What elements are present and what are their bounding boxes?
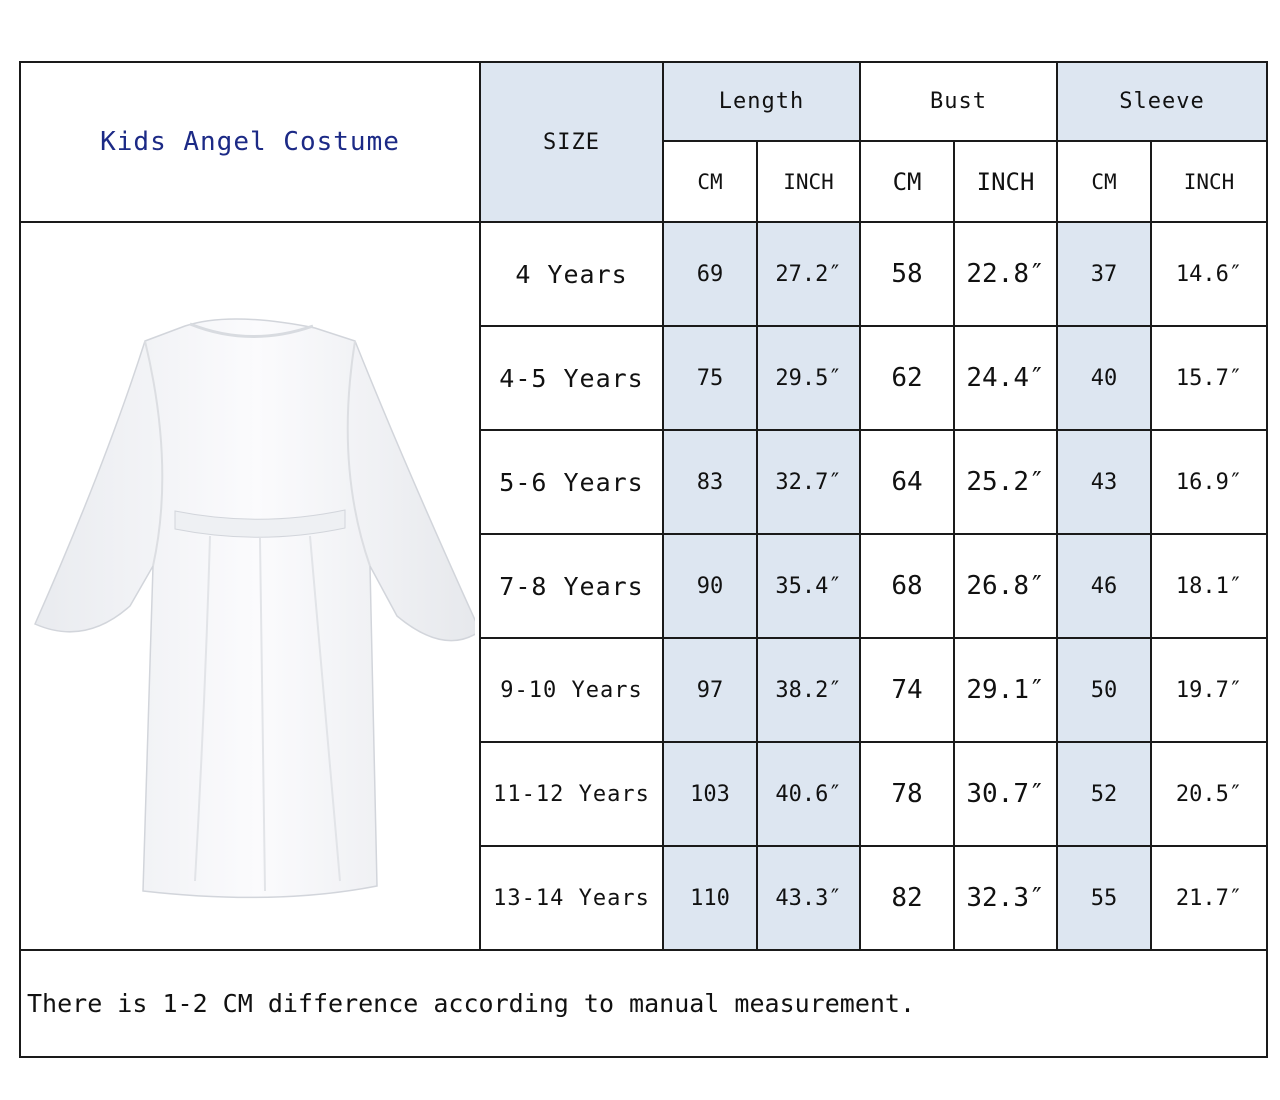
bust-inch-cell: 24.4″	[954, 326, 1057, 430]
length-cm-cell: 97	[663, 638, 757, 742]
sleeve-cm-cell: 37	[1057, 222, 1151, 326]
length-inch-cell: 40.6″	[757, 742, 860, 846]
sleeve-inch-header: INCH	[1151, 141, 1267, 222]
length-inch-cell: 27.2″	[757, 222, 860, 326]
sleeve-cm-cell: 50	[1057, 638, 1151, 742]
length-inch-cell: 43.3″	[757, 846, 860, 950]
sleeve-inch-cell: 15.7″	[1151, 326, 1267, 430]
length-cm-cell: 75	[663, 326, 757, 430]
product-photo-cell	[20, 222, 480, 950]
size-header: SIZE	[480, 62, 663, 222]
length-header: Length	[663, 62, 860, 141]
bust-header: Bust	[860, 62, 1057, 141]
sleeve-inch-cell: 18.1″	[1151, 534, 1267, 638]
sleeve-inch-cell: 16.9″	[1151, 430, 1267, 534]
length-inch-header: INCH	[757, 141, 860, 222]
sleeve-cm-cell: 55	[1057, 846, 1151, 950]
table-row	[20, 222, 1267, 326]
length-cm-cell: 103	[663, 742, 757, 846]
length-cm-cell: 90	[663, 534, 757, 638]
length-cm-header: CM	[663, 141, 757, 222]
bust-inch-cell: 25.2″	[954, 430, 1057, 534]
sleeve-inch-cell: 20.5″	[1151, 742, 1267, 846]
bust-inch-header: INCH	[954, 141, 1057, 222]
header-row-groups	[20, 62, 1267, 141]
size-cell: 11-12 Years	[480, 742, 663, 846]
chart-title: Kids Angel Costume	[20, 62, 480, 222]
length-inch-cell: 38.2″	[757, 638, 860, 742]
sleeve-cm-cell: 40	[1057, 326, 1151, 430]
length-cm-cell: 83	[663, 430, 757, 534]
size-cell: 7-8 Years	[480, 534, 663, 638]
length-inch-cell: 32.7″	[757, 430, 860, 534]
measurement-note: There is 1-2 CM difference according to manual measurement.	[20, 950, 1267, 1057]
sleeve-inch-cell: 19.7″	[1151, 638, 1267, 742]
sleeve-cm-cell: 46	[1057, 534, 1151, 638]
sleeve-inch-cell: 14.6″	[1151, 222, 1267, 326]
bust-inch-cell: 32.3″	[954, 846, 1057, 950]
bust-cm-cell: 78	[860, 742, 954, 846]
length-inch-cell: 29.5″	[757, 326, 860, 430]
bust-cm-cell: 58	[860, 222, 954, 326]
bust-inch-cell: 22.8″	[954, 222, 1057, 326]
bust-cm-cell: 68	[860, 534, 954, 638]
note-row	[20, 950, 1267, 1057]
size-cell: 4 Years	[480, 222, 663, 326]
bust-cm-cell: 74	[860, 638, 954, 742]
size-cell: 9-10 Years	[480, 638, 663, 742]
bust-inch-cell: 30.7″	[954, 742, 1057, 846]
sleeve-inch-cell: 21.7″	[1151, 846, 1267, 950]
bust-cm-cell: 82	[860, 846, 954, 950]
size-cell: 5-6 Years	[480, 430, 663, 534]
sleeve-header: Sleeve	[1057, 62, 1267, 141]
size-chart-table	[19, 61, 1268, 1058]
length-cm-cell: 110	[663, 846, 757, 950]
bust-inch-cell: 29.1″	[954, 638, 1057, 742]
size-cell: 13-14 Years	[480, 846, 663, 950]
bust-cm-header: CM	[860, 141, 954, 222]
angel-dress-image	[25, 266, 475, 906]
bust-cm-cell: 62	[860, 326, 954, 430]
bust-cm-cell: 64	[860, 430, 954, 534]
length-inch-cell: 35.4″	[757, 534, 860, 638]
length-cm-cell: 69	[663, 222, 757, 326]
size-cell: 4-5 Years	[480, 326, 663, 430]
sleeve-cm-header: CM	[1057, 141, 1151, 222]
bust-inch-cell: 26.8″	[954, 534, 1057, 638]
sleeve-cm-cell: 43	[1057, 430, 1151, 534]
sleeve-cm-cell: 52	[1057, 742, 1151, 846]
